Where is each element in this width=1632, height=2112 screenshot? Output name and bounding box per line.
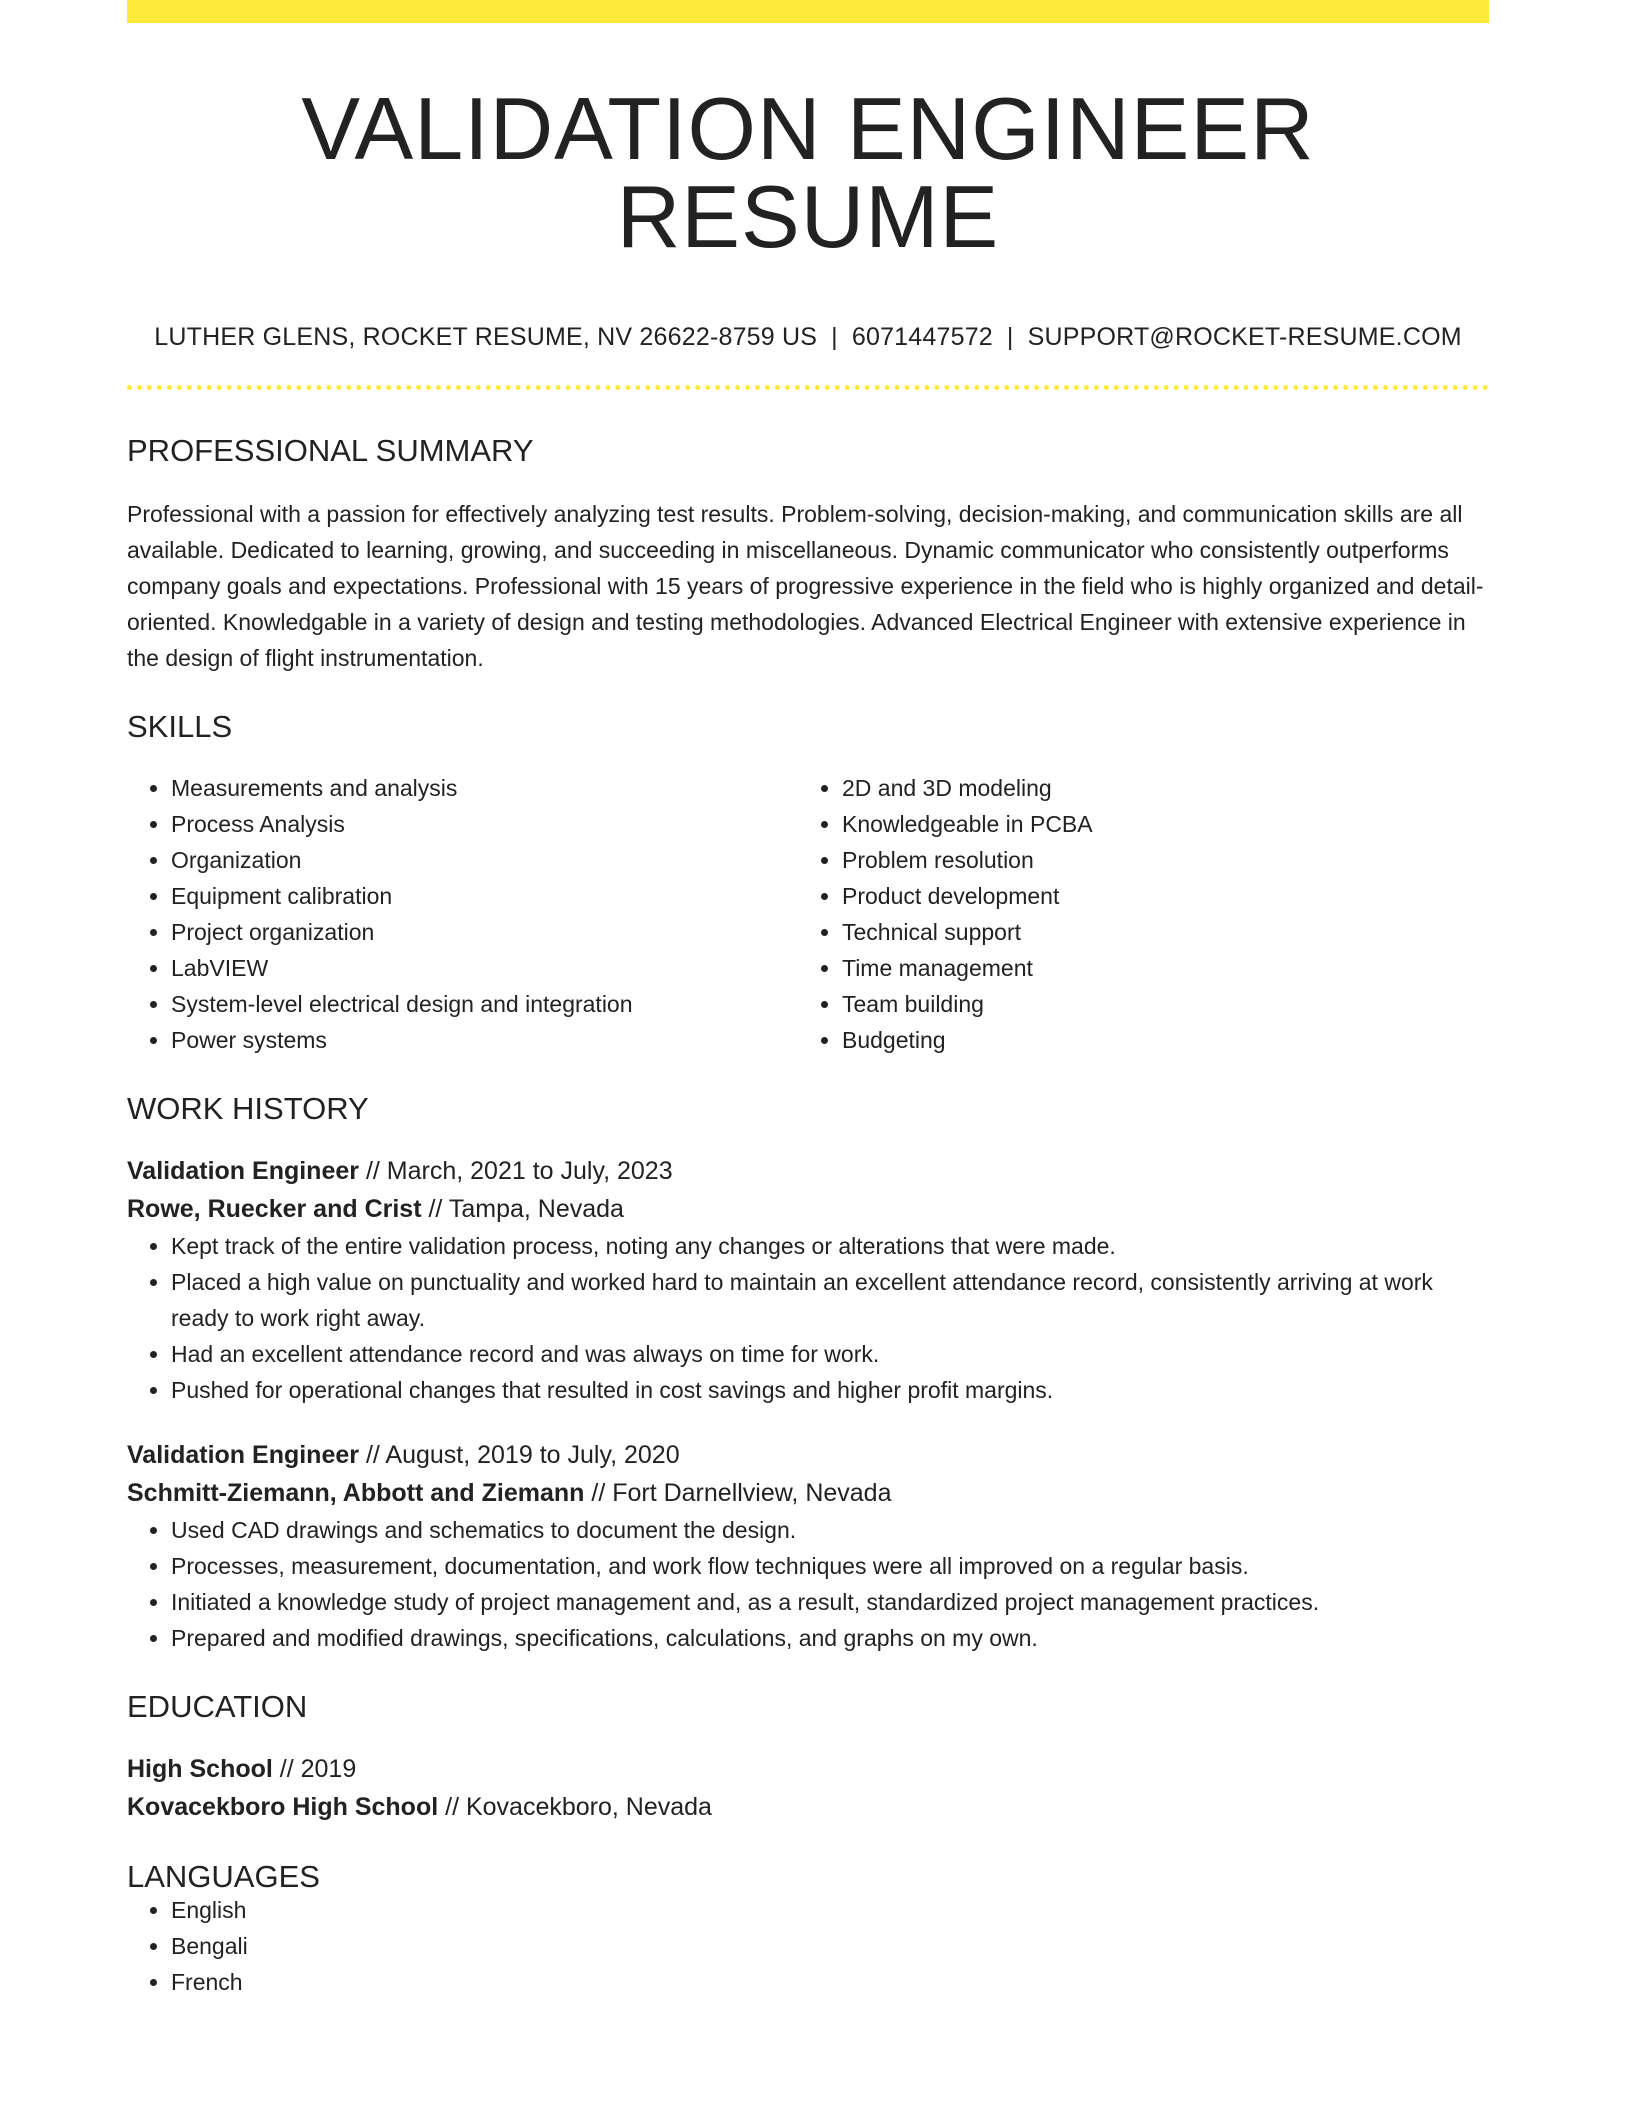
job-duties-list bbox=[127, 1512, 1489, 1656]
contact-phone: 6071447572 bbox=[851, 323, 993, 351]
skill-item: • Budgeting bbox=[842, 1022, 1469, 1058]
skill-item: • Team building bbox=[842, 986, 1469, 1022]
skill-item: • Technical support bbox=[842, 914, 1469, 950]
job-entry bbox=[127, 1436, 1489, 1656]
job-title-line bbox=[127, 1436, 1489, 1474]
skill-item: • Power systems bbox=[171, 1022, 798, 1058]
skills-column-right bbox=[798, 770, 1469, 1058]
job-title: Validation Engineer bbox=[127, 1157, 359, 1185]
skills-list-right bbox=[798, 770, 1469, 1058]
skill-item: • Organization bbox=[171, 842, 798, 878]
skill-item: • Project organization bbox=[171, 914, 798, 950]
contact-separator: | bbox=[1006, 323, 1014, 351]
contact-address: LUTHER GLENS, ROCKET RESUME, NV 26622-8759 US bbox=[154, 323, 818, 351]
skill-item: • Process Analysis bbox=[171, 806, 798, 842]
education-location: // Kovacekboro, Nevada bbox=[438, 1793, 712, 1821]
language-item: • English bbox=[171, 1892, 1489, 1928]
job-location: // Fort Darnellview, Nevada bbox=[584, 1479, 892, 1507]
job-duty: • Kept track of the entire validation process, noting any changes or alterations that were made. bbox=[171, 1228, 1489, 1264]
languages-heading: LANGUAGES bbox=[127, 1859, 320, 1894]
job-duty: • Processes, measurement, documentation, and work flow techniques were all improved on a regular basis. bbox=[171, 1548, 1489, 1584]
job-dates: // August, 2019 to July, 2020 bbox=[359, 1441, 680, 1469]
skills-heading: SKILLS bbox=[127, 709, 233, 744]
job-duty: • Used CAD drawings and schematics to document the design. bbox=[171, 1512, 1489, 1548]
job-duty: • Pushed for operational changes that resulted in cost savings and higher profit margins. bbox=[171, 1372, 1489, 1408]
contact-separator: | bbox=[831, 323, 838, 351]
job-title-line bbox=[127, 1152, 1489, 1190]
top-accent-bar bbox=[127, 0, 1489, 23]
language-item: • French bbox=[171, 1964, 1489, 2000]
education-heading: EDUCATION bbox=[127, 1689, 308, 1724]
job-dates: // March, 2021 to July, 2023 bbox=[359, 1157, 673, 1185]
skill-item: • 2D and 3D modeling bbox=[842, 770, 1469, 806]
skill-item: • Measurements and analysis bbox=[171, 770, 798, 806]
job-duty: • Had an excellent attendance record and was always on time for work. bbox=[171, 1336, 1489, 1372]
job-duty: • Placed a high value on punctuality and worked hard to maintain an excellent attendance record, consistently arriving at work ready to work right away. bbox=[171, 1264, 1489, 1336]
skill-item: • Equipment calibration bbox=[171, 878, 798, 914]
skills-list-left bbox=[127, 770, 798, 1058]
dotted-divider bbox=[127, 385, 1489, 390]
skill-item: • Knowledgeable in PCBA bbox=[842, 806, 1469, 842]
job-location: // Tampa, Nevada bbox=[421, 1195, 624, 1223]
skill-item: • Product development bbox=[842, 878, 1469, 914]
languages-list bbox=[127, 1892, 1489, 2000]
job-entry bbox=[127, 1152, 1489, 1408]
summary-heading: PROFESSIONAL SUMMARY bbox=[127, 433, 534, 468]
job-company: Schmitt-Ziemann, Abbott and Ziemann bbox=[127, 1479, 585, 1507]
language-item: • Bengali bbox=[171, 1928, 1489, 1964]
job-title: Validation Engineer bbox=[127, 1441, 359, 1469]
skills-columns bbox=[127, 770, 1489, 1058]
work-history-heading: WORK HISTORY bbox=[127, 1091, 369, 1126]
education-entry bbox=[127, 1750, 1489, 1826]
resume-page bbox=[127, 0, 1489, 2000]
skill-item: • System-level electrical design and integration bbox=[171, 986, 798, 1022]
job-company: Rowe, Ruecker and Crist bbox=[127, 1195, 422, 1223]
job-company-line bbox=[127, 1190, 1489, 1228]
skill-item: • LabVIEW bbox=[171, 950, 798, 986]
education-degree-line bbox=[127, 1750, 1489, 1788]
skills-column-left bbox=[127, 770, 798, 1058]
contact-line bbox=[127, 325, 1489, 350]
skill-item: • Problem resolution bbox=[842, 842, 1469, 878]
education-year: // 2019 bbox=[272, 1755, 357, 1783]
job-company-line bbox=[127, 1474, 1489, 1512]
skill-item: • Time management bbox=[842, 950, 1469, 986]
resume-title: VALIDATION ENGINEER RESUME bbox=[301, 79, 1315, 266]
contact-email: SUPPORT@ROCKET-RESUME.COM bbox=[1027, 323, 1462, 351]
education-degree: High School bbox=[127, 1755, 273, 1783]
summary-text: Professional with a passion for effectively analyzing test results. Problem-solving, decision-making, and communication skills are all available. Dedicated to learning, growing, and succeeding in miscellaneous. Dynamic communicator who consistently outperforms company goals and expectations. Professional with 15 years of progressive experience in the field who is highly organized and detail-oriented. Knowledgable in a variety of design and testing methodologies. Advanced Electrical Engineer with extensive experience in the design of flight instrumentation. bbox=[127, 501, 1484, 671]
job-duties-list bbox=[127, 1228, 1489, 1408]
education-school-line bbox=[127, 1788, 1489, 1826]
job-duty: • Prepared and modified drawings, specifications, calculations, and graphs on my own. bbox=[171, 1620, 1489, 1656]
education-school: Kovacekboro High School bbox=[127, 1793, 439, 1821]
job-duty: • Initiated a knowledge study of project management and, as a result, standardized project management practices. bbox=[171, 1584, 1489, 1620]
